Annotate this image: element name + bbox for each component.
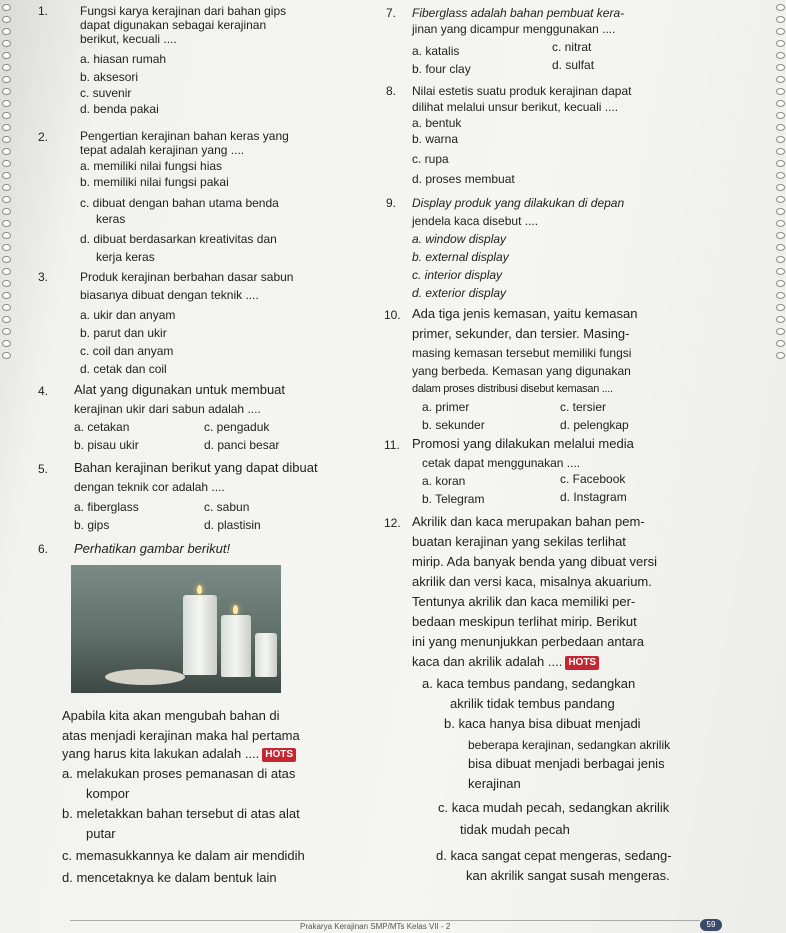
option: bisa dibuat menjadi berbagai jenis: [468, 756, 665, 771]
question-text: jinan yang dicampur menggunakan ....: [412, 22, 616, 36]
binding-ring: [2, 352, 11, 359]
question-number: 2.: [38, 130, 49, 144]
candle-shape: [221, 615, 251, 677]
option: c. dibuat dengan bahan utama benda: [80, 196, 279, 210]
binding-ring: [776, 124, 785, 131]
binding-ring: [776, 4, 785, 11]
question-text: primer, sekunder, dan tersier. Masing-: [412, 326, 630, 341]
page-number: 59: [700, 919, 722, 931]
option: a. koran: [422, 474, 466, 488]
option: d. pelengkap: [560, 418, 629, 432]
option: b. meletakkan bahan tersebut di atas alat: [62, 806, 300, 821]
question-number: 5.: [38, 462, 49, 476]
option: d. plastisin: [204, 518, 261, 532]
binding-ring: [2, 112, 11, 119]
option: d. panci besar: [204, 438, 280, 452]
tray-shape: [105, 669, 185, 685]
option: b. parut dan ukir: [80, 326, 167, 340]
binding-ring: [2, 160, 11, 167]
question-text: atas menjadi kerajinan maka hal pertama: [62, 728, 300, 743]
binding-ring: [776, 28, 785, 35]
question-text: mirip. Ada banyak benda yang dibuat versi: [412, 554, 657, 569]
option: a. melakukan proses pemanasan di atas: [62, 766, 296, 781]
footer-rule: [70, 920, 700, 921]
option: a. primer: [422, 400, 470, 414]
binding-ring: [776, 340, 785, 347]
question-text: Nilai estetis suatu produk kerajinan dapat: [412, 84, 632, 98]
question-text: cetak dapat menggunakan ....: [422, 456, 581, 470]
option: b. warna: [412, 132, 459, 146]
option: b. Telegram: [422, 492, 485, 506]
option: kan akrilik sangat susah mengeras.: [466, 868, 670, 883]
binding-ring: [776, 76, 785, 83]
question-text: tepat adalah kerajinan yang ....: [80, 143, 245, 157]
binding-ring: [776, 292, 785, 299]
binding-ring: [2, 124, 11, 131]
question-text: ini yang menunjukkan perbedaan antara: [412, 634, 645, 649]
question-number: 4.: [38, 384, 49, 398]
binding-ring: [2, 232, 11, 239]
binding-ring: [2, 52, 11, 59]
question-text: dalam proses distribusi disebut kemasan ....: [412, 383, 613, 395]
question-text: kaca dan akrilik adalah .... HOTS: [412, 654, 599, 670]
binding-ring: [2, 184, 11, 191]
question-text: biasanya dibuat dengan teknik ....: [80, 288, 259, 302]
option: a. bentuk: [412, 116, 462, 130]
option: a. ukir dan anyam: [80, 308, 176, 322]
option: c. sabun: [204, 500, 250, 514]
question-number: 8.: [386, 84, 397, 98]
option: keras: [96, 212, 126, 226]
binding-ring: [776, 64, 785, 71]
option: c. Facebook: [560, 472, 626, 486]
option: a. kaca tembus pandang, sedangkan: [422, 676, 636, 691]
question-text: Produk kerajinan berbahan dasar sabun: [80, 270, 294, 284]
question-text: Fiberglass adalah bahan pembuat kera-: [412, 6, 625, 20]
binding-ring: [776, 220, 785, 227]
option: c. tersier: [560, 400, 607, 414]
option: a. window display: [412, 232, 507, 246]
option: c. rupa: [412, 152, 449, 166]
binding-ring: [776, 160, 785, 167]
binding-ring: [2, 16, 11, 23]
question-text: Bahan kerajinan berikut yang dapat dibuat: [74, 460, 318, 475]
question-text: masing kemasan tersebut memiliki fungsi: [412, 346, 632, 360]
footer-text: Prakarya Kerajinan SMP/MTs Kelas VII - 2: [300, 922, 451, 931]
binding-ring: [776, 316, 785, 323]
binding-ring: [776, 280, 785, 287]
option: c. memasukkannya ke dalam air mendidih: [62, 848, 305, 863]
hots-badge: HOTS: [565, 656, 599, 670]
binding-ring: [2, 292, 11, 299]
option: kerajinan: [468, 776, 521, 791]
question-text: Display produk yang dilakukan di depan: [412, 196, 625, 210]
option: b. memiliki nilai fungsi pakai: [80, 175, 229, 189]
binding-ring: [2, 340, 11, 347]
question-number: 9.: [386, 196, 397, 210]
option: a. hiasan rumah: [80, 52, 167, 66]
binding-ring: [776, 244, 785, 251]
binding-rings-right: [776, 0, 786, 933]
question-text: buatan kerajinan yang sekilas terlihat: [412, 534, 626, 549]
question-text: Alat yang digunakan untuk membuat: [74, 382, 286, 397]
option: b. kaca hanya bisa dibuat menjadi: [444, 716, 641, 731]
question-text: dilihat melalui unsur berikut, kecuali ....: [412, 100, 619, 114]
question-number: 3.: [38, 270, 49, 284]
option: c. suvenir: [80, 86, 132, 100]
question-text: Perhatikan gambar berikut!: [74, 541, 231, 556]
option: d. sulfat: [552, 58, 595, 72]
binding-ring: [776, 256, 785, 263]
binding-ring: [776, 232, 785, 239]
option: tidak mudah pecah: [460, 822, 570, 837]
binding-ring: [2, 256, 11, 263]
option: putar: [86, 826, 116, 841]
option: d. dibuat berdasarkan kreativitas dan: [80, 232, 277, 246]
option: c. pengaduk: [204, 420, 270, 434]
question-text: bedaan meskipun terlihat mirip. Berikut: [412, 614, 637, 629]
option: b. gips: [74, 518, 110, 532]
question-text: yang harus kita lakukan adalah .... HOTS: [62, 746, 296, 762]
binding-ring: [776, 40, 785, 47]
binding-ring: [2, 328, 11, 335]
binding-ring: [776, 148, 785, 155]
option: a. fiberglass: [74, 500, 139, 514]
question-number: 10.: [384, 308, 401, 322]
question-text: Akrilik dan kaca merupakan bahan pem-: [412, 514, 645, 529]
candle-shape: [183, 595, 217, 675]
binding-ring: [2, 100, 11, 107]
binding-ring: [2, 304, 11, 311]
candle-shape: [255, 633, 277, 677]
option: c. kaca mudah pecah, sedangkan akrilik: [438, 800, 670, 815]
option: d. mencetaknya ke dalam bentuk lain: [62, 870, 277, 885]
option: d. benda pakai: [80, 102, 159, 116]
binding-ring: [2, 220, 11, 227]
question-text: Promosi yang dilakukan melalui media: [412, 436, 634, 451]
question-text: Fungsi karya kerajinan dari bahan gips: [80, 4, 287, 18]
binding-ring: [2, 88, 11, 95]
binding-ring: [776, 136, 785, 143]
flame-shape: [197, 585, 202, 594]
question-text: dengan teknik cor adalah ....: [74, 480, 225, 494]
option: c. interior display: [412, 268, 503, 282]
question-text: kerajinan ukir dari sabun adalah ....: [74, 402, 261, 416]
option: kompor: [86, 786, 130, 801]
binding-ring: [2, 208, 11, 215]
binding-ring: [2, 40, 11, 47]
hots-badge: HOTS: [262, 748, 296, 762]
binding-ring: [776, 328, 785, 335]
question-text: jendela kaca disebut ....: [412, 214, 539, 228]
question-text: akrilik dan versi kaca, misalnya akuarium.: [412, 574, 652, 589]
question-text: Ada tiga jenis kemasan, yaitu kemasan: [412, 306, 638, 321]
option: b. external display: [412, 250, 509, 264]
option: a. katalis: [412, 44, 460, 58]
binding-ring: [776, 268, 785, 275]
binding-ring: [776, 172, 785, 179]
binding-ring: [2, 316, 11, 323]
binding-ring: [2, 280, 11, 287]
question-number: 7.: [386, 6, 397, 20]
binding-ring: [776, 88, 785, 95]
option: a. memiliki nilai fungsi hias: [80, 159, 223, 173]
option: b. aksesori: [80, 70, 139, 84]
binding-ring: [776, 52, 785, 59]
question-text: dapat digunakan sebagai kerajinan: [80, 18, 267, 32]
option: d. Instagram: [560, 490, 627, 504]
binding-ring: [2, 136, 11, 143]
question-text: Apabila kita akan mengubah bahan di: [62, 708, 280, 723]
binding-ring: [2, 268, 11, 275]
binding-ring: [2, 148, 11, 155]
flame-shape: [233, 605, 238, 614]
binding-ring: [2, 244, 11, 251]
binding-ring: [2, 4, 11, 11]
binding-ring: [776, 304, 785, 311]
question-number: 11.: [384, 438, 400, 452]
question-number: 12.: [384, 516, 401, 530]
binding-ring: [776, 112, 785, 119]
binding-rings-left: [2, 0, 16, 933]
question-number: 6.: [38, 542, 49, 556]
question-text: berikut, kecuali ....: [80, 32, 177, 46]
binding-ring: [2, 196, 11, 203]
option: b. four clay: [412, 62, 471, 76]
option: c. coil dan anyam: [80, 344, 174, 358]
question-number: 1.: [38, 4, 49, 18]
option: d. proses membuat: [412, 172, 515, 186]
option: akrilik tidak tembus pandang: [450, 696, 615, 711]
candle-photo: [71, 565, 281, 693]
option: beberapa kerajinan, sedangkan akrilik: [468, 738, 671, 752]
question-text: Pengertian kerajinan bahan keras yang: [80, 129, 289, 143]
option: b. pisau ukir: [74, 438, 139, 452]
binding-ring: [2, 172, 11, 179]
option: c. nitrat: [552, 40, 592, 54]
binding-ring: [776, 196, 785, 203]
question-text: Tentunya akrilik dan kaca memiliki per-: [412, 594, 636, 609]
binding-ring: [2, 28, 11, 35]
binding-ring: [2, 76, 11, 83]
option: d. kaca sangat cepat mengeras, sedang-: [436, 848, 672, 863]
binding-ring: [776, 352, 785, 359]
binding-ring: [776, 208, 785, 215]
option: d. exterior display: [412, 286, 507, 300]
option: b. sekunder: [422, 418, 485, 432]
binding-ring: [776, 100, 785, 107]
option: d. cetak dan coil: [80, 362, 167, 376]
binding-ring: [776, 16, 785, 23]
binding-ring: [776, 184, 785, 191]
option: kerja keras: [96, 250, 155, 264]
binding-ring: [2, 64, 11, 71]
option: a. cetakan: [74, 420, 130, 434]
question-text: yang berbeda. Kemasan yang digunakan: [412, 364, 631, 378]
